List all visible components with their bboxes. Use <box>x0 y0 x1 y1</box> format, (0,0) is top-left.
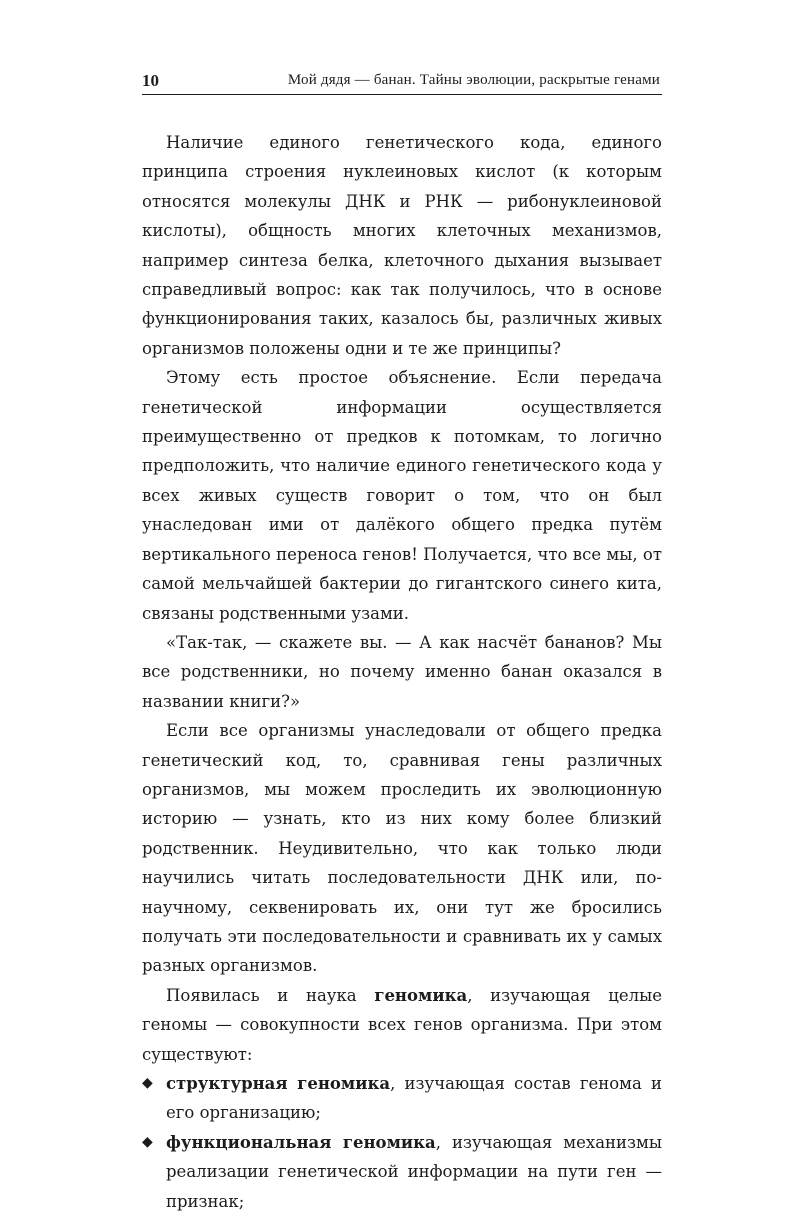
page-number: 10 <box>142 71 159 90</box>
paragraph-genomics <box>142 981 662 1069</box>
list-item-term: функциональная геномика <box>166 1132 436 1152</box>
diamond-bullet-icon: ◆ <box>142 1075 153 1091</box>
body-text <box>142 128 662 1216</box>
list-item-term: структурная геномика <box>166 1074 391 1093</box>
paragraph-quote: «Так-так, — скажете вы. — А как насчёт бананов? Мы все родственники, но почему именно банан оказался в названии книги?» <box>142 632 662 711</box>
genomics-description: , изучающая целые геномы — совокупности всех генов организма. При этом существуют: <box>142 985 662 1064</box>
genomics-intro: Появилась и наука <box>166 985 375 1005</box>
genomics-types-list <box>142 1069 662 1216</box>
list-item <box>142 1128 662 1216</box>
genomics-term: геномика <box>374 985 468 1005</box>
list-item <box>142 1069 662 1128</box>
running-title: Мой дядя — банан. Тайны эволюции, раскрытые генами <box>287 72 660 88</box>
list-item-text: , изучающая механизмы реализации генетической информации на пути ген — признак; <box>166 1132 662 1211</box>
paragraph-explanation: Этому есть простое объяснение. Если передача генетической информации осуществляется преимущественно от предков к потомкам, то логично предположить, что наличие единого генетического кода у всех живых существ говорит о том, что он был унаследован ими от далёкого общего предка путём вертикального переноса генов! Получается, что все мы, от самой мельчайшей бактерии до гигантского синего кита, связаны родственными узами. <box>142 368 662 623</box>
paragraph-evolution-history: Если все организмы унаследовали от общего предка генетический код, то, сравнивая гены различных организмов, мы можем проследить их эволюционную историю — узнать, кто из них кому более близкий родственник. Неудивительно, что как только люди научились читать последовательности ДНК или, по-научному, секвенировать их, они тут же бросились получать эти последовательности и сравнивать их у самых разных организмов. <box>142 721 662 976</box>
list-item-text: , изучающая состав генома и его организацию; <box>166 1074 662 1123</box>
paragraph-genetic-code: Наличие единого генетического кода, единого принципа строения нуклеиновых кислот (к которым относятся молекулы ДНК и РНК — рибонуклеиновой кислоты), общность многих клеточных механизмов, например синтеза белка, клеточного дыхания вызывает справедливый вопрос: как так получилось, что в основе функционирования таких, казалось бы, различных живых организмов положены одни и те же принципы? <box>142 133 662 358</box>
page-header <box>142 70 662 95</box>
diamond-bullet-icon: ◆ <box>142 1133 153 1150</box>
